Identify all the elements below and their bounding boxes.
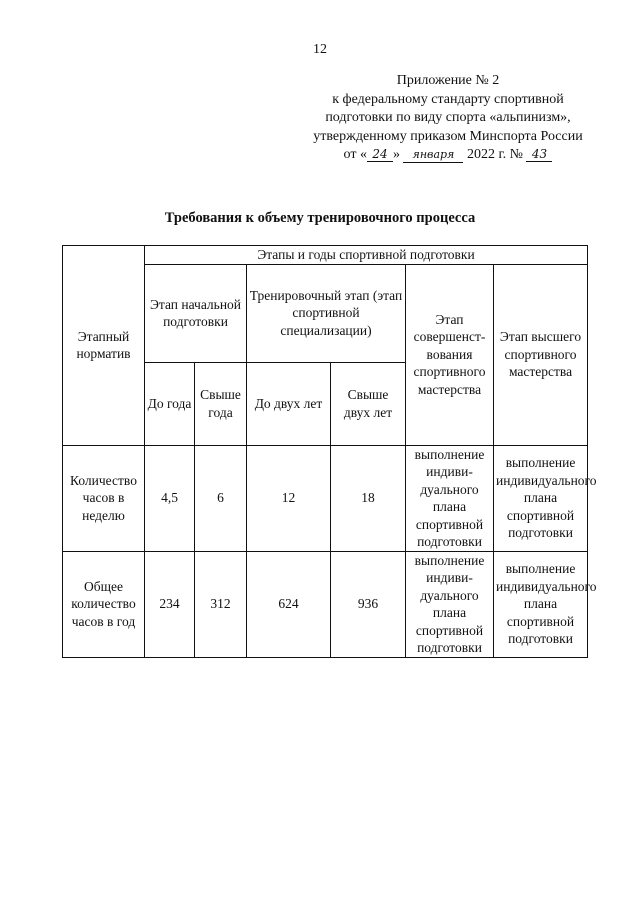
handwritten-day: 24 (367, 147, 393, 162)
requirement-line: индиви- (426, 464, 473, 479)
appendix-title: Приложение № 2 (396, 73, 500, 88)
requirement-line: подготовки (417, 640, 482, 655)
requirement-line: подготовки (417, 534, 482, 549)
table-row (63, 445, 588, 551)
stage-improvement-cell: Этап совершенст-вования спортивного мастерства (406, 264, 494, 445)
row-header-cell: Этапный норматив (63, 246, 145, 446)
requirement-line: плана (432, 499, 467, 514)
years-initial-over-cell: Свыше года (195, 362, 247, 445)
section-title: Требования к объему тренировочного процесса (164, 210, 476, 226)
appendix-date-line (308, 146, 588, 165)
date-quote-close: » (392, 147, 400, 162)
requirements-table (62, 245, 597, 658)
stage-training-cell: Тренировочный этап (этап спортивной специализации) (247, 264, 406, 362)
norm-label-cell: Количество часов в неделю (63, 445, 145, 551)
requirement-line: спортивной (415, 622, 484, 638)
handwritten-month: января (403, 148, 463, 163)
requirement-line: дуального (420, 481, 479, 497)
date-year: 2022 г. № (466, 147, 523, 162)
highest-requirement-cell: выполнение индивидуального плана спортивной подготовки (494, 445, 588, 551)
requirement-line: индиви- (426, 570, 473, 585)
improvement-requirement-cell (406, 445, 494, 551)
value-cell: 4,5 (145, 445, 195, 551)
requirement-line: спортивной (415, 516, 484, 532)
appendix-line-sport: подготовки по виду спорта «альпинизм», (325, 110, 571, 125)
years-initial-upto-cell: До года (145, 362, 195, 445)
page-number: 12 (313, 42, 327, 57)
value-cell: 6 (195, 445, 247, 551)
value-cell: 18 (331, 445, 406, 551)
years-training-upto-cell: До двух лет (247, 362, 331, 445)
appendix-line-standard: к федеральному стандарту спортивной (332, 91, 564, 107)
date-prefix: от « (343, 147, 367, 162)
highest-requirement-cell: выполнение индивидуального плана спортивной подготовки (494, 551, 588, 657)
norm-label-cell: Общее количество часов в год (63, 551, 145, 657)
requirement-line: дуального (420, 587, 479, 603)
improvement-requirement-cell (406, 551, 494, 657)
stage-highest-cell: Этап высшего спортивного мастерства (494, 264, 588, 445)
requirement-line: плана (432, 605, 467, 620)
years-training-over-cell: Свыше двух лет (331, 362, 406, 445)
requirement-line: выполнение (414, 552, 485, 568)
header-row-stages (63, 246, 588, 265)
stages-header-cell: Этапы и годы спортивной подготовки (145, 246, 588, 265)
handwritten-order-number: 43 (526, 147, 552, 162)
value-cell: 936 (331, 551, 406, 657)
stage-initial-cell: Этап начальной подготовки (145, 264, 247, 362)
appendix-line-order: утвержденному приказом Минспорта России (313, 128, 583, 144)
value-cell: 12 (247, 445, 331, 551)
appendix-header (308, 72, 588, 165)
value-cell: 312 (195, 551, 247, 657)
table-row (63, 551, 588, 657)
value-cell: 624 (247, 551, 331, 657)
value-cell: 234 (145, 551, 195, 657)
requirement-line: выполнение (414, 446, 485, 462)
